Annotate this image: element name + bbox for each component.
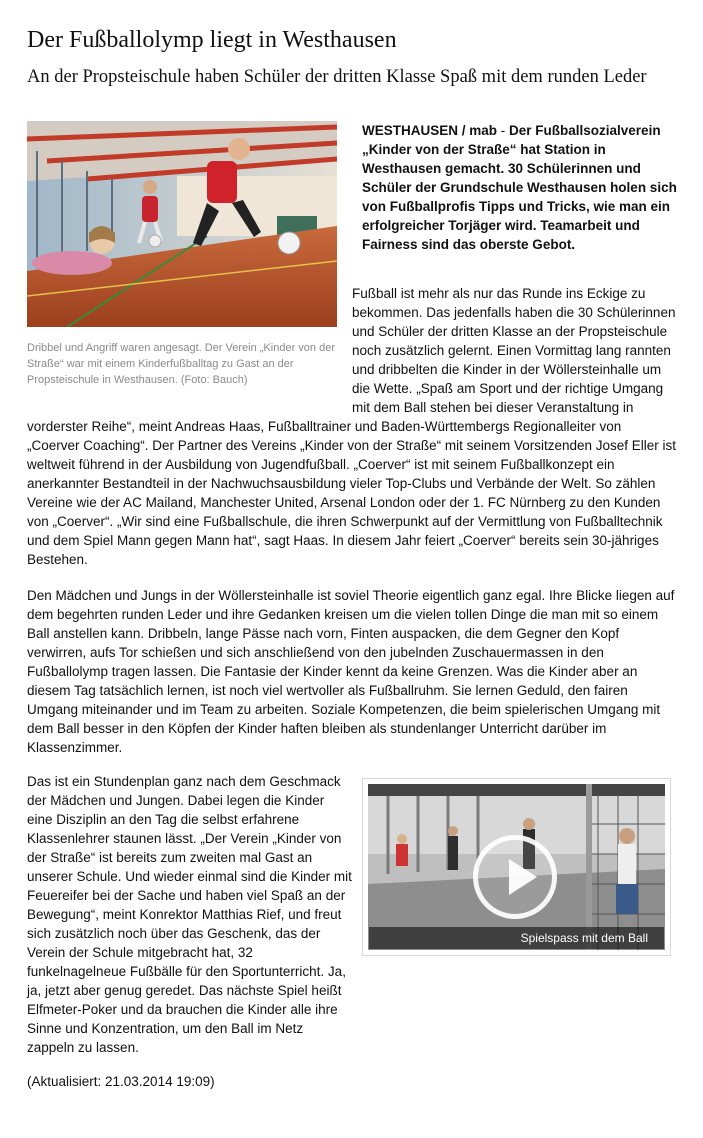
video-teaser[interactable] — [362, 778, 671, 956]
article-paragraph: Den Mädchen und Jungs in der Wöllersteinhalle ist soviel Theorie eigentlich ganz egal. Ihre Blicke liegen auf dem begehrten runden Leder und ihre Gedanken kreisen um die vielen tollen Dinge die man mit so einem Ball anstellen kann. Dribbeln, lange Pässe nach vorn, Finten auspacken, die dem Gegner den Kopf verwirren, aufs Tor schießen und sich anschließend von den jubelnden Zuschauermassen in den Fußballolymp tragen lassen. Die Fantasie der Kinder kennt da keine Grenzen. Was die Kinder aber an diesem Tag tatsächlich lernen, ist noch viel wertvoller als Fußballruhm. Sie lernen Geduld, den fairen Umgang miteinander und im Team zu arbeiten. Soziale Kompetenzen, die beim spielerischen Umgang mit dem Ball besser in den Köpfen der Kinder haften bleiben als stundenlanger Unterricht darüber im Klassenzimmer. — [27, 588, 675, 755]
image-wrap-spacer — [27, 284, 352, 405]
dateline: WESTHAUSEN / mab — [362, 123, 498, 138]
article-paragraph: Das ist ein Stundenplan ganz nach dem Geschmack der Mädchen und Jungen. Dabei legen die Kinder eine Disziplin an den Tag die selbst erfahrene Klassenlehrer staunen lässt. „Der Verein „Kinder von der Straße“ ist bereits zum zweiten mal Gast an unserer Schule. Und wieder einmal sind die Kinder mit Feuereifer bei der Sache und haben viel Spaß an der Bewegung“, meint Konrektor Matthias Rief, und freut sich zusätzlich noch über das Geschenk, das der Verein der Schule mitgebracht hat, 32 funkelnagelneue Fußbälle für den Sportunterricht. Ja, ja, jetzt aber genug geredet. Das nächste Spiel heißt Elfmeter-Poker und da brauchen die Kinder alle ihre Sinne und Konzentration, um den Ball im Netz zappeln zu lassen. — [27, 774, 352, 1055]
article-lead — [362, 121, 682, 254]
dateline-separator: - — [497, 123, 510, 138]
updated-timestamp: (Aktualisiert: 21.03.2014 19:09) — [27, 1074, 215, 1089]
article-body — [27, 284, 677, 1106]
play-icon[interactable] — [473, 835, 557, 919]
article-paragraph: Fußball ist mehr als nur das Runde ins Eckige zu bekommen. Das jedenfalls haben die 30 Schülerinnen und Schüler der dritten Klasse an der Propsteischule noch zusätzlich gelernt. Einen Vormittag lang rannten und dribbelten die Kinder in der Wöllersteinhalle um die Wette. „Spaß am Sport und der richtige Umgang mit dem Ball stehen bei dieser Veranstaltung in vorderster Reihe“, meint Andreas Haas, Fußballtrainer und Baden-Württembergs Regionalleiter von „Coerver Coaching“. Der Partner des Vereins „Kinder von der Straße“ mit seinem Vorsitzenden Josef Eller ist weltweit führend in der Ausbildung von Jugendfußball. „Coerver“ ist mit seinem Fußballkonzept ein anerkannter Bestandteil in der Nachwuchsausbildung vieler Top-Clubs und Verbände der Welt. So zählen Vereine wie der AC Mailand, Manchester United, Arsenal London oder der 1. FC Nürnberg zu den Kunden von „Coerver“. „Wir sind eine Fußballschule, die ihren Schwerpunkt auf der Vermittlung von Fußballtechnik und dem Spiel Mann gegen Mann hat“, sagt Haas. In diesem Jahr feiert „Coerver“ bereits sein 30-jähriges Bestehen. — [27, 286, 677, 567]
subheadline: An der Propsteischule haben Schüler der dritten Klasse Spaß mit dem runden Leder — [27, 67, 647, 87]
video-caption: Spielspass mit dem Ball — [369, 927, 664, 949]
headline: Der Fußballolymp liegt in Westhausen — [27, 27, 397, 53]
lead-text: Der Fußballsozialverein „Kinder von der Straße“ hat Station in Westhausen gemacht. 30 Schülerinnen und Schüler der Grundschule Westhausen holen sich von Fußballprofis Tipps und Tricks, wie man ein erfolgreicher Torjäger wird. Teamarbeit und Fairness sind das oberste Gebot. — [362, 123, 677, 252]
image-caption: Dribbel und Angriff waren angesagt. Der Verein „Kinder von der Straße“ war mit einem Kinderfußballtag zu Gast an der Propsteischule in Westhausen. (Foto: Bauch) — [27, 342, 335, 386]
